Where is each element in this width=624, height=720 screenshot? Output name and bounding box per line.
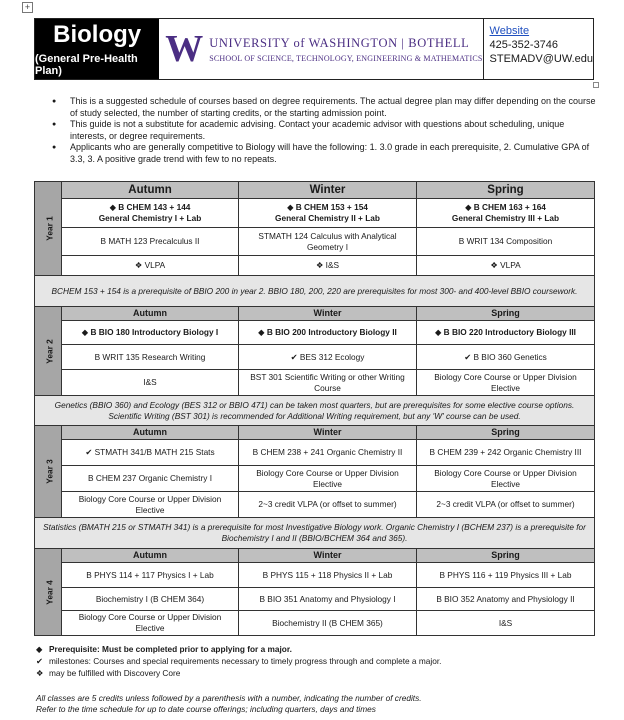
- course-cell: B CHEM 238 + 241 Organic Chemistry II: [239, 440, 417, 466]
- year-note: BCHEM 153 + 154 is a prerequisite of BBIO 200 in year 2. BBIO 180, 200, 220 are prerequisites for most 300- and 400-level BBIO coursework.: [35, 276, 595, 307]
- year-note: Statistics (BMATH 215 or STMATH 341) is a prerequisite for most Investigative Biology work. Organic Chemistry I (BCHEM 237) is a prerequisite for Biochemistry I and II (BBIO/BCHEM 364 and 365).: [35, 518, 595, 549]
- course-cell: B BIO 351 Anatomy and Physiology I: [239, 588, 417, 611]
- year-label: Year 3: [35, 426, 62, 518]
- course-cell: Biology Core Course or Upper Division Elective: [417, 370, 595, 396]
- course-cell: ❖ VLPA: [417, 256, 595, 276]
- note-item: ● This is a suggested schedule of courses based on degree requirements. The actual degree plan may differ depending on the course of study selected, the number of starting credits, or the starting admission point.: [52, 96, 597, 119]
- legend-text: Prerequisite: Must be completed prior to applying for a major.: [49, 644, 292, 654]
- email-address: STEMADV@UW.edu: [489, 53, 593, 65]
- uw-w-logo-icon: W: [165, 28, 204, 70]
- quarter-header-autumn: Autumn: [62, 307, 239, 321]
- course-cell: ✔ STMATH 341/B MATH 215 Stats: [62, 440, 239, 466]
- contact-block: [484, 19, 593, 79]
- course-cell: 2~3 credit VLPA (or offset to summer): [417, 492, 595, 518]
- resize-handle-icon[interactable]: [593, 82, 599, 88]
- footer-line: Refer to the time schedule for up to date course offerings; including quarters, days and times: [36, 703, 376, 714]
- course-cell: B PHYS 116 + 119 Physics III + Lab: [417, 563, 595, 588]
- intro-notes: [52, 96, 597, 165]
- year-2-table: [34, 306, 595, 427]
- move-handle-icon[interactable]: +: [22, 2, 33, 13]
- quarter-header-spring: Spring: [417, 549, 595, 563]
- course-cell: Biology Core Course or Upper Division Elective: [62, 492, 239, 518]
- quarter-header-winter: Winter: [239, 426, 417, 440]
- year-note: Genetics (BBIO 360) and Ecology (BES 312 or BBIO 471) can be taken most quarters, but are prerequisites for some elective course options. Scientific Writing (BST 301) is recommended for Additional Writing requirement, but any 'W' course can be used.: [35, 396, 595, 427]
- quarter-header-winter: Winter: [239, 182, 417, 199]
- legend-text: may be fulfilled with Discovery Core: [49, 668, 181, 678]
- quarter-header-spring: Spring: [417, 307, 595, 321]
- course-cell: Biology Core Course or Upper Division Elective: [417, 466, 595, 492]
- course-cell: ◆ B CHEM 163 + 164 General Chemistry III + Lab: [417, 199, 595, 228]
- course-cell: ◆ B BIO 180 Introductory Biology I: [62, 321, 239, 345]
- uw-wordmark: [209, 36, 482, 63]
- course-cell: ◆ B BIO 200 Introductory Biology II: [239, 321, 417, 345]
- year-label: Year 4: [35, 549, 62, 636]
- legend-item: [36, 655, 441, 667]
- legend-text: milestones: Courses and special requirements necessary to timely progress through and complete a major.: [49, 656, 442, 666]
- course-cell: B PHYS 114 + 117 Physics I + Lab: [62, 563, 239, 588]
- note-item: ● This guide is not a substitute for academic advising. Contact your academic advisor with questions about scheduling, unique interests, or degree requirements.: [52, 119, 597, 142]
- course-cell: ◆ B CHEM 143 + 144 General Chemistry I + Lab: [62, 199, 239, 228]
- course-cell: I&S: [417, 611, 595, 636]
- website-link[interactable]: Website: [489, 25, 530, 37]
- course-cell: 2~3 credit VLPA (or offset to summer): [239, 492, 417, 518]
- course-cell: B WRIT 135 Research Writing: [62, 345, 239, 370]
- checkmark-icon: ✔: [36, 656, 43, 666]
- quarter-header-autumn: Autumn: [62, 182, 239, 199]
- year-label: Year 2: [35, 307, 62, 396]
- quarter-header-autumn: Autumn: [62, 426, 239, 440]
- legend-item: [36, 667, 441, 679]
- course-cell: Biology Core Course or Upper Division Elective: [239, 466, 417, 492]
- diamond-icon: ◆: [36, 644, 43, 654]
- course-cell: B MATH 123 Precalculus II: [62, 228, 239, 256]
- course-cell: ◆ B CHEM 153 + 154 General Chemistry II + Lab: [239, 199, 417, 228]
- course-cell: Biology Core Course or Upper Division Elective: [62, 611, 239, 636]
- course-cell: Biochemistry I (B CHEM 364): [62, 588, 239, 611]
- course-cell: ❖ I&S: [239, 256, 417, 276]
- legend: [36, 643, 441, 679]
- course-cell: B CHEM 239 + 242 Organic Chemistry III: [417, 440, 595, 466]
- discovery-core-icon: ❖: [36, 668, 44, 678]
- year-label: Year 1: [35, 182, 62, 276]
- course-cell: STMATH 124 Calculus with Analytical Geometry I: [239, 228, 417, 256]
- year-3-table: [34, 425, 595, 549]
- page-subtitle: (General Pre-Health Plan): [35, 52, 138, 77]
- course-cell: ✔ B BIO 360 Genetics: [417, 345, 595, 370]
- title-block: [35, 19, 159, 79]
- quarter-header-spring: Spring: [417, 182, 595, 199]
- legend-item: [36, 643, 441, 655]
- course-cell: ✔ BES 312 Ecology: [239, 345, 417, 370]
- quarter-header-winter: Winter: [239, 307, 417, 321]
- phone-number: 425-352-3746: [489, 39, 559, 51]
- course-cell: B CHEM 237 Organic Chemistry I: [62, 466, 239, 492]
- course-cell: Biochemistry II (B CHEM 365): [239, 611, 417, 636]
- year-4-table: [34, 548, 595, 636]
- year-1-table: [34, 181, 595, 307]
- course-cell: ◆ B BIO 220 Introductory Biology III: [417, 321, 595, 345]
- page-title: Biology: [53, 20, 142, 48]
- quarter-header-winter: Winter: [239, 549, 417, 563]
- footer-line: All classes are 5 credits unless followed by a parenthesis with a number, indicating the number of credits.: [36, 693, 422, 703]
- course-cell: ❖ VLPA: [62, 256, 239, 276]
- uw-name: UNIVERSITY of WASHINGTON | BOTHELL: [209, 35, 470, 50]
- document-header: [34, 18, 594, 80]
- uw-school: SCHOOL OF SCIENCE, TECHNOLOGY, ENGINEERING & MATHEMATICS: [209, 53, 483, 63]
- quarter-header-autumn: Autumn: [62, 549, 239, 563]
- course-cell: B WRIT 134 Composition: [417, 228, 595, 256]
- course-cell: BST 301 Scientific Writing or other Writing Course: [239, 370, 417, 396]
- course-cell: B BIO 352 Anatomy and Physiology II: [417, 588, 595, 611]
- uw-logo: [159, 19, 483, 79]
- quarter-header-spring: Spring: [417, 426, 595, 440]
- course-cell: I&S: [62, 370, 239, 396]
- note-item: ● Applicants who are generally competitive to Biology will have the following: 1. 3.0 grade in each prerequisite, 2. Cumulative GPA of 3.3, 3. A positive grade trend with few to no repeats.: [52, 142, 597, 165]
- course-cell: B PHYS 115 + 118 Physics II + Lab: [239, 563, 417, 588]
- footer-notes: [36, 693, 422, 714]
